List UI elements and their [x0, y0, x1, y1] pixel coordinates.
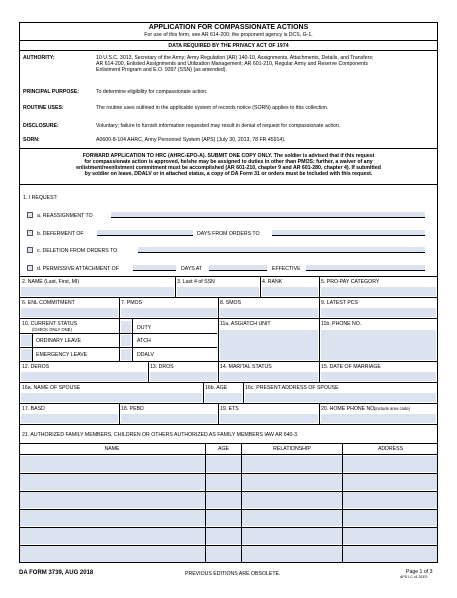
disclosure-label: DISCLOSURE:: [23, 123, 59, 129]
reassignment-checkbox[interactable]: [27, 212, 33, 218]
divider: [319, 318, 320, 361]
deletion-checkbox[interactable]: [27, 247, 33, 253]
deferment-checkbox[interactable]: [27, 230, 33, 236]
days-at-label: DAYS AT: [181, 266, 203, 272]
divider: [203, 382, 204, 403]
ordinary-leave-checkbox[interactable]: [21, 335, 32, 346]
family-relationship-cell[interactable]: [242, 510, 342, 526]
spouse-address-field[interactable]: [245, 393, 436, 402]
attachment-effective-field[interactable]: [306, 265, 425, 271]
form-number: DA FORM 3739, AUG 2018: [19, 570, 94, 576]
phone-field[interactable]: [321, 330, 436, 360]
family-name-cell[interactable]: [20, 510, 205, 526]
privacy-header: DATA REQUIRED BY THE PRIVACY ACT OF 1974: [168, 43, 289, 49]
marital-status-label: 14. MARITAL STATUS: [220, 364, 272, 370]
divider: [19, 347, 217, 348]
divider: [218, 403, 219, 424]
authority-text-2: AR 614-200, Enlisted Assignments and Utilization Management; AR 601-210, Regular Army and Reserve Components: [96, 61, 368, 67]
divider: [132, 318, 133, 361]
deferment-days-field[interactable]: [97, 230, 193, 236]
deferment-label: b. DEFERMENT OF: [37, 231, 84, 237]
smos-label: 8. SMOS: [220, 300, 242, 306]
col-age-header: AGE: [218, 446, 229, 452]
ordinary-leave-label: ORDINARY LEAVE: [36, 338, 81, 344]
col-relationship-header: RELATIONSHIP: [273, 446, 311, 452]
family-name-cell[interactable]: [20, 456, 205, 472]
family-address-cell[interactable]: [343, 474, 437, 490]
routine-text: The routine uses outlined in the applicable system of records notice (SORN) applies to this collection.: [96, 105, 329, 111]
purpose-label: PRINCIPAL PURPOSE:: [23, 89, 80, 95]
family-age-cell[interactable]: [206, 546, 241, 562]
family-age-cell[interactable]: [206, 528, 241, 544]
family-members-label: 21. AUTHORIZED FAMILY MEMBERS, CHILDREN OR OTHERS AUTHORIZED AS FAMILY MEMBERS IAW AR 640-3.: [22, 432, 299, 438]
instructions-line-4: by soldier on leave, DDALV or in attached status, a copy of DA Form 31 or orders must be included with this request.: [84, 171, 373, 177]
routine-label: ROUTINE USES:: [23, 105, 64, 111]
divider: [19, 318, 438, 319]
reassignment-field[interactable]: [111, 212, 425, 218]
propay-label: 5. PRO-PAY CATEGORY: [321, 279, 380, 285]
marital-status-field[interactable]: [220, 372, 318, 381]
instructions-line-2: for compassionate action is approved, he/she may be assigned to duties in other than PMOS; further, a waiver of any: [84, 159, 373, 165]
divider: [218, 361, 219, 382]
divider: [19, 276, 438, 277]
col-address-header: ADDRESS: [377, 446, 404, 452]
dros-field[interactable]: [150, 372, 217, 381]
dros-label: 13. DROS: [150, 364, 174, 370]
propay-field[interactable]: [321, 287, 436, 296]
latest-pcs-field[interactable]: [321, 308, 436, 317]
family-age-cell[interactable]: [206, 456, 241, 472]
divider: [119, 403, 120, 424]
deros-field[interactable]: [21, 372, 147, 381]
divider: [19, 361, 438, 362]
atch-label: ATCH: [137, 338, 151, 344]
pebd-label: 18. PEBD: [121, 406, 144, 412]
family-relationship-cell[interactable]: [242, 492, 342, 508]
spouse-age-field[interactable]: [205, 393, 242, 402]
family-address-cell[interactable]: [343, 456, 437, 472]
asg-unit-field[interactable]: [220, 330, 318, 360]
family-relationship-cell[interactable]: [242, 546, 342, 562]
divider: [218, 297, 219, 318]
instructions-line-3: enlistment/reenlistment commitment must be accomplished (AR 601-210, chapter 9 and AR 601-280, chapter 4). If submitted: [76, 165, 381, 171]
divider: [19, 424, 438, 425]
divider: [19, 333, 217, 334]
spouse-age-label: 16b. AGE: [205, 385, 228, 391]
divider: [319, 297, 320, 318]
divider: [19, 40, 438, 41]
area-code-note: (Include area code): [374, 406, 411, 411]
family-relationship-cell[interactable]: [242, 474, 342, 490]
ddalv-checkbox[interactable]: [121, 349, 131, 360]
asg-unit-label: 11a. ASG/ATCH UNIT: [220, 321, 271, 327]
divider: [319, 361, 320, 382]
family-name-cell[interactable]: [20, 528, 205, 544]
family-name-cell[interactable]: [20, 492, 205, 508]
col-name-header: NAME: [104, 446, 120, 452]
spouse-name-label: 16a. NAME OF SPOUSE: [22, 385, 81, 391]
ddalv-label: DDALV: [137, 352, 154, 358]
family-address-cell[interactable]: [343, 546, 437, 562]
ets-field[interactable]: [220, 414, 318, 423]
attachment-at-field[interactable]: [209, 265, 267, 271]
instructions-line-1: FORWARD APPLICATION TO HRC (AHRC-EPO-A). SUBMIT ONE COPY ONLY. The soldier is advised that if this request: [82, 153, 375, 159]
divider: [218, 318, 219, 361]
enl-commitment-field[interactable]: [21, 308, 118, 317]
marriage-date-label: 15. DATE OF MARRIAGE: [321, 364, 381, 370]
rank-field[interactable]: [262, 287, 318, 296]
home-phone-field[interactable]: [321, 414, 436, 423]
pmos-field[interactable]: [121, 308, 217, 317]
name-label: 2. NAME (Last, First, MI): [22, 279, 80, 285]
deferment-orders-field[interactable]: [272, 230, 425, 236]
sorn-label: SORN:: [23, 137, 40, 143]
duty-checkbox[interactable]: [121, 321, 131, 333]
divider: [19, 403, 438, 404]
ssn-field[interactable]: [177, 287, 259, 296]
latest-pcs-label: 9. LATEST PCS: [321, 300, 358, 306]
spouse-name-field[interactable]: [21, 393, 202, 402]
deletion-label: c. DELETION FROM ORDERS TO: [37, 248, 118, 254]
marriage-date-field[interactable]: [321, 372, 436, 381]
divider: [19, 184, 438, 185]
family-relationship-cell[interactable]: [242, 528, 342, 544]
family-address-cell[interactable]: [343, 510, 437, 526]
divider: [19, 297, 438, 298]
smos-field[interactable]: [220, 308, 318, 317]
family-age-cell[interactable]: [206, 474, 241, 490]
ets-label: 19. ETS: [220, 406, 239, 412]
authority-text-3: Enlistment Program and E.O. 9397 (SSN) (as amended).: [96, 67, 227, 73]
family-name-cell[interactable]: [20, 474, 205, 490]
phone-label: 11b. PHONE NO.: [321, 321, 362, 327]
divider: [19, 50, 438, 51]
name-field[interactable]: [21, 287, 174, 296]
deros-label: 12. DEROS: [22, 364, 50, 370]
duty-label: DUTY: [137, 325, 152, 331]
effective-label: EFFECTIVE: [272, 266, 301, 272]
divider: [243, 382, 244, 403]
disclosure-text: Voluntary; failure to furnish information requested may result in denial of request for compassionate action.: [96, 123, 341, 129]
divider: [319, 276, 320, 297]
authority-text-1: 10 U.S.C. 3013, Secretary of the Army; Army Regulation (AR) 140-10, Assignments, Attachments, Details, and Transfers;: [96, 55, 374, 61]
atch-checkbox[interactable]: [121, 335, 131, 346]
authority-label: AUTHORITY:: [23, 55, 55, 61]
family-age-cell[interactable]: [206, 492, 241, 508]
enl-commitment-label: 6. ENL COMMITMENT: [22, 300, 75, 306]
editions-notice: PREVIOUS EDITIONS ARE OBSOLETE.: [185, 571, 281, 577]
emergency-leave-label: EMERGENCY LEAVE: [36, 352, 88, 358]
reassignment-label: a. REASSIGNMENT TO: [37, 213, 93, 219]
divider: [319, 403, 320, 424]
divider: [119, 297, 120, 318]
pmos-label: 7. PMOS: [121, 300, 143, 306]
form-title: APPLICATION FOR COMPASSIONATE ACTIONS: [148, 24, 309, 31]
purpose-text: To determine eligibility for compassionate action.: [96, 89, 208, 95]
basd-field[interactable]: [21, 414, 118, 423]
divider: [19, 148, 438, 149]
spouse-address-label: 16c. PRESENT ADDRESS OF SPOUSE: [245, 385, 339, 391]
current-status-label: 10. CURRENT STATUS: [22, 321, 78, 327]
attachment-checkbox[interactable]: [27, 265, 33, 271]
family-address-cell[interactable]: [343, 492, 437, 508]
deletion-field[interactable]: [138, 247, 425, 253]
page-number: Page 1 of 3: [406, 569, 433, 575]
ssn-label: 3. Last 4 of SSN: [177, 279, 215, 285]
check-only-one-note: (CHECK ONLY ONE): [32, 327, 72, 332]
sorn-text: A0600-8-104 AHRC, Army Personnel System (APS) (July 30, 2013, 78 FR 45914).: [96, 137, 286, 143]
basd-label: 17. BASD: [22, 406, 45, 412]
attachment-label: d. PERMISSIVE ATTACHMENT OF: [37, 266, 119, 272]
divider: [19, 443, 438, 444]
family-name-cell[interactable]: [20, 546, 205, 562]
family-age-cell[interactable]: [206, 510, 241, 526]
form-subtitle: For use of this form, see AR 614-200; the proponent agency is DCS, G-1.: [144, 32, 313, 38]
divider: [19, 454, 438, 455]
divider: [119, 318, 120, 361]
version: APD LC v1.01ES: [400, 575, 428, 579]
divider: [148, 361, 149, 382]
divider: [175, 276, 176, 297]
pebd-field[interactable]: [121, 414, 217, 423]
family-relationship-cell[interactable]: [242, 456, 342, 472]
divider: [19, 382, 438, 383]
attachment-days-field[interactable]: [133, 265, 176, 271]
emergency-leave-checkbox[interactable]: [21, 349, 32, 360]
days-from-orders-label: DAYS FROM ORDERS TO: [197, 231, 260, 237]
divider: [260, 276, 261, 297]
rank-label: 4. RANK: [262, 279, 283, 285]
home-phone-label: 20. HOME PHONE NO.: [321, 406, 376, 412]
family-address-cell[interactable]: [343, 528, 437, 544]
request-label: 1. I REQUEST:: [23, 195, 58, 201]
